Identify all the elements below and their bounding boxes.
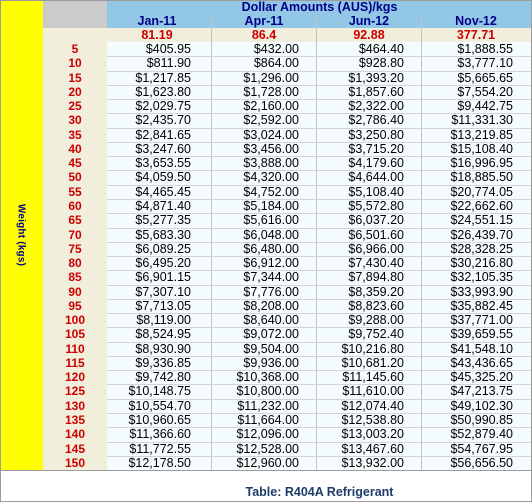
amount-cell: $7,430.40: [348, 256, 404, 271]
column-header-date: Nov-12: [455, 14, 497, 28]
amount-cell: $26,439.70: [450, 227, 513, 242]
weight-cell: 145: [64, 441, 86, 456]
amount-cell: $8,524.95: [135, 327, 191, 342]
amount-cell: $928.80: [358, 56, 404, 71]
amount-cell: $3,777.10: [457, 56, 513, 71]
amount-cell: $3,715.20: [348, 141, 404, 156]
amount-cell: $3,888.00: [243, 156, 299, 171]
amount-cell: $9,742.80: [135, 370, 191, 385]
amount-cell: $11,610.00: [342, 384, 404, 399]
amount-cell: $3,250.80: [348, 127, 404, 142]
amount-cell: $10,681.20: [341, 355, 404, 370]
amount-cell: $4,320.00: [243, 170, 299, 185]
amount-cell: $7,554.20: [457, 84, 513, 99]
amount-cell: $10,148.75: [128, 384, 191, 399]
weight-cell: 105: [64, 327, 86, 342]
amount-cell: $4,644.00: [348, 170, 404, 185]
amount-cell: $4,465.45: [135, 184, 191, 199]
amount-cell: $464.40: [358, 42, 404, 56]
header-corner-cell: [43, 0, 107, 28]
weight-cell: 115: [65, 355, 85, 370]
amount-cell: $2,029.75: [135, 99, 191, 114]
amount-cell: $11,331.30: [451, 113, 513, 128]
amount-cell: $4,752.00: [243, 184, 299, 199]
amount-cell: $8,640.00: [243, 313, 299, 328]
amount-cell: $1,888.55: [457, 42, 513, 56]
amount-cell: $10,960.65: [128, 413, 191, 428]
amount-cell: $56,656.50: [450, 455, 513, 470]
amount-cell: $13,467.60: [341, 441, 404, 456]
amount-cell: $6,501.60: [348, 227, 404, 242]
amount-cell: $12,096.00: [236, 427, 299, 442]
amount-cell: $5,108.40: [348, 184, 404, 199]
header-title: Dollar Amounts (AUS)/kgs: [241, 0, 398, 14]
amount-cell: $2,841.65: [135, 127, 191, 142]
amount-cell: $1,393.20: [348, 70, 404, 85]
amount-cell: $50,990.85: [450, 413, 513, 428]
weight-cell: 140: [64, 427, 86, 442]
amount-cell: $15,108.40: [450, 141, 513, 156]
amount-cell: $13,003.20: [341, 427, 404, 442]
amount-cell: $11,366.60: [129, 427, 191, 442]
amount-cell: $1,857.60: [348, 84, 404, 99]
amount-cell: $9,752.40: [348, 327, 404, 342]
amount-cell: $2,592.00: [243, 113, 299, 128]
amount-cell: $3,247.60: [135, 141, 191, 156]
amount-cell: $12,538.80: [341, 413, 404, 428]
amount-cell: $6,037.20: [348, 213, 404, 228]
amount-cell: $7,344.00: [243, 270, 299, 285]
weight-axis-bar: [0, 0, 44, 471]
amount-cell: $12,528.00: [236, 441, 299, 456]
amount-cell: $6,912.00: [243, 256, 299, 271]
amount-cell: $9,072.00: [243, 327, 299, 342]
amount-cell: $49,102.30: [450, 398, 513, 413]
weight-cell: 25: [68, 99, 82, 114]
weight-cell: 75: [68, 241, 82, 256]
amount-cell: $8,208.00: [243, 298, 299, 313]
amount-cell: $12,178.50: [128, 455, 191, 470]
amount-cell: $405.95: [145, 42, 191, 56]
amount-cell: $4,059.50: [135, 170, 191, 185]
amount-cell: $3,024.00: [243, 127, 299, 142]
amount-cell: $11,145.60: [342, 370, 404, 385]
amount-cell: $41,548.10: [450, 341, 513, 356]
weight-cell: 30: [68, 113, 82, 128]
amount-cell: $7,307.10: [135, 284, 191, 299]
amount-cell: $11,232.00: [237, 398, 299, 413]
amount-cell: $5,184.00: [243, 198, 299, 213]
weight-cell: 20: [68, 84, 82, 99]
amount-cell: $10,368.00: [236, 370, 299, 385]
amount-cell: $13,219.85: [450, 127, 513, 142]
amount-cell: $18,885.50: [450, 170, 513, 185]
weight-cell: 5: [71, 42, 79, 56]
amount-cell: $7,713.05: [135, 298, 191, 313]
weight-cell: 15: [68, 70, 82, 85]
amount-cell: $5,665.65: [457, 70, 513, 85]
amount-cell: $6,495.20: [135, 256, 191, 271]
amount-cell: $11,664.00: [237, 413, 299, 428]
weight-cell: 10: [68, 56, 82, 71]
column-header-date: Jun-12: [348, 14, 390, 28]
weight-cell: 35: [68, 127, 82, 142]
amount-cell: $4,179.60: [348, 156, 404, 171]
weight-cell: 45: [68, 156, 82, 171]
weight-cell: 50: [68, 170, 82, 185]
amount-cell: $28,328.25: [450, 241, 513, 256]
amount-cell: $6,966.00: [348, 241, 404, 256]
amount-cell: $9,288.00: [348, 313, 404, 328]
amount-cell: $5,616.00: [243, 213, 299, 228]
amount-cell: $32,105.35: [450, 270, 513, 285]
amount-cell: $5,277.35: [135, 213, 191, 228]
amount-cell: $10,554.70: [128, 398, 191, 413]
amount-cell: $45,325.20: [450, 370, 513, 385]
amount-cell: $47,213.75: [450, 384, 513, 399]
amount-cell: $39,659.55: [450, 327, 513, 342]
amount-cell: $8,119.00: [136, 313, 191, 328]
weight-cell: 130: [64, 398, 86, 413]
amount-cell: $1,296.00: [243, 70, 299, 85]
weight-cell: 110: [65, 341, 85, 356]
weight-cell: 70: [68, 227, 82, 242]
amount-cell: $5,572.80: [348, 198, 404, 213]
column-header-date: Jan-11: [137, 14, 177, 28]
column-header-date: Apr-11: [244, 14, 284, 28]
weight-cell: 80: [68, 256, 82, 271]
amount-cell: $54,767.95: [450, 441, 513, 456]
weight-cell: 125: [64, 384, 86, 399]
amount-cell: $6,901.15: [135, 270, 191, 285]
weight-cell: 85: [68, 270, 82, 285]
weight-cell: 60: [68, 198, 82, 213]
amount-cell: $10,216.80: [341, 341, 404, 356]
amount-cell: $432.00: [253, 42, 299, 56]
amount-cell: $10,800.00: [236, 384, 299, 399]
amount-cell: $6,480.00: [243, 241, 299, 256]
weight-cell: 150: [64, 455, 86, 470]
amount-cell: $3,653.55: [135, 156, 191, 171]
weight-cell: 90: [68, 284, 82, 299]
amount-cell: $1,217.85: [135, 70, 191, 85]
amount-cell: $20,774.05: [450, 184, 513, 199]
amount-cell: $24,551.15: [450, 213, 513, 228]
amount-cell: $7,776.00: [243, 284, 299, 299]
amount-cell: $7,894.80: [348, 270, 404, 285]
amount-cell: $1,623.80: [135, 84, 191, 99]
amount-cell: $35,882.45: [450, 298, 513, 313]
weight-cell: 55: [68, 184, 82, 199]
amount-cell: $8,930.90: [135, 341, 191, 356]
weight-cell: 120: [64, 370, 86, 385]
weight-cell: 100: [64, 313, 86, 328]
amount-cell: $11,772.55: [129, 441, 191, 456]
column-rate: 377.71: [456, 28, 496, 42]
column-rate: 81.19: [141, 28, 173, 42]
amount-cell: $9,504.00: [243, 341, 299, 356]
amount-cell: $2,435.70: [135, 113, 191, 128]
weight-cell: 40: [68, 141, 82, 156]
amount-cell: $2,322.00: [348, 99, 404, 114]
amount-cell: $2,786.40: [348, 113, 404, 128]
amount-cell: $4,871.40: [135, 198, 191, 213]
amount-cell: $9,936.00: [243, 355, 299, 370]
amount-cell: $9,442.75: [457, 99, 513, 114]
amount-cell: $37,771.00: [450, 313, 513, 328]
amount-cell: $811.90: [146, 56, 191, 71]
column-rate: 86.4: [251, 28, 277, 42]
amount-cell: $16,996.95: [450, 156, 513, 171]
table-caption: Table: R404A Refrigerant: [245, 485, 394, 499]
amount-cell: $1,728.00: [243, 84, 299, 99]
amount-cell: $6,089.25: [135, 241, 191, 256]
amount-cell: $6,048.00: [243, 227, 299, 242]
weight-axis-label: Weight (kgs): [15, 203, 27, 267]
weight-cell: 65: [68, 213, 82, 228]
amount-cell: $22,662.60: [450, 198, 513, 213]
amount-cell: $9,336.85: [135, 355, 191, 370]
amount-cell: $3,456.00: [243, 141, 299, 156]
amount-cell: $13,932.00: [341, 455, 404, 470]
amount-cell: $8,823.60: [348, 298, 404, 313]
footer-spacer-row: [107, 471, 532, 485]
weight-cell: 95: [68, 298, 82, 313]
amount-cell: $8,359.20: [348, 284, 404, 299]
amount-cell: $864.00: [253, 56, 299, 71]
amount-cell: $43,436.65: [450, 355, 513, 370]
amount-cell: $5,683.30: [135, 227, 191, 242]
amount-cell: $30,216.80: [450, 256, 513, 271]
column-rate: 92.88: [353, 28, 385, 42]
amount-cell: $33,993.90: [450, 284, 513, 299]
amount-cell: $12,074.40: [341, 398, 404, 413]
weight-cell: 135: [64, 413, 86, 428]
amount-cell: $2,160.00: [243, 99, 299, 114]
amount-cell: $12,960.00: [236, 455, 299, 470]
amount-cell: $52,879.40: [450, 427, 513, 442]
